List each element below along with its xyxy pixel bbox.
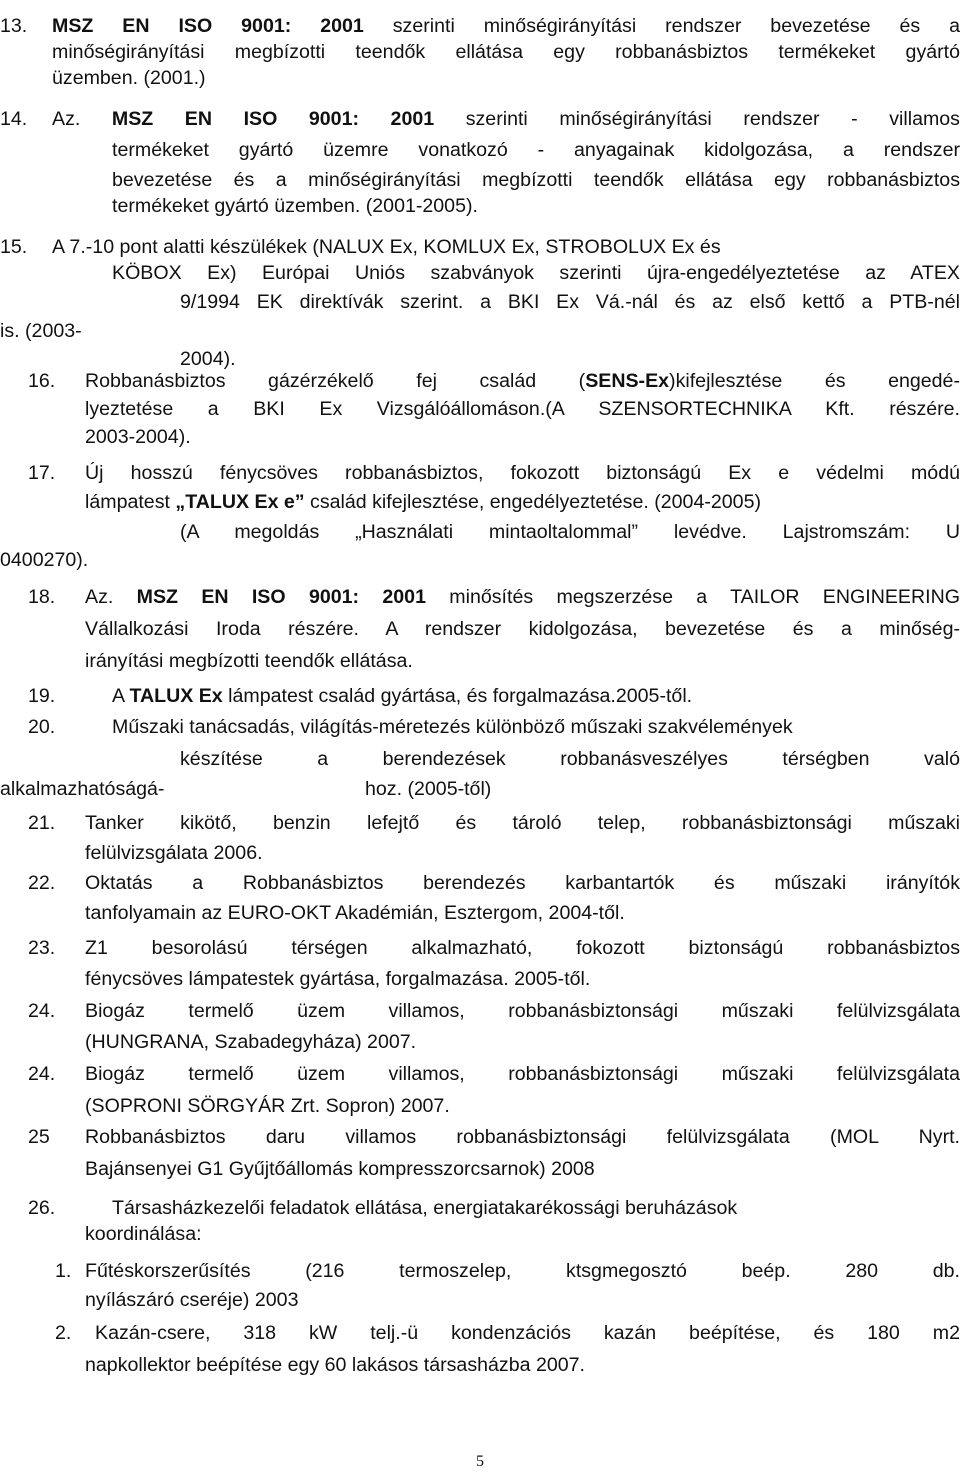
text: készítése a berendezések robbanásveszélyes térségben való bbox=[180, 748, 960, 770]
list-item-number: 21. bbox=[28, 812, 56, 834]
list-item-text-line bbox=[85, 1287, 298, 1313]
list-item-text-line bbox=[85, 1221, 202, 1247]
list-item-text-line bbox=[180, 289, 960, 315]
text: minősítés megszerzése a TAILOR ENGINEERING bbox=[425, 586, 960, 608]
list-item-number: 15. bbox=[0, 236, 28, 258]
list-item-number: 18. bbox=[28, 586, 56, 608]
bold-text: MSZ EN ISO 9001: 2001 bbox=[136, 586, 426, 608]
list-item-text-line bbox=[95, 1320, 960, 1346]
text: koordinálása: bbox=[85, 1223, 202, 1245]
text: (HUNGRANA, Szabadegyháza) 2007. bbox=[85, 1031, 417, 1053]
list-item-number: 1. bbox=[55, 1260, 72, 1282]
list-item-text-line bbox=[85, 1258, 960, 1284]
list-item-number: 25 bbox=[28, 1126, 50, 1148]
list-item-number: 24. bbox=[28, 1063, 56, 1085]
text: Biogáz termelő üzem villamos, robbanásbiztonsági műszaki felülvizsgálata bbox=[85, 1000, 960, 1022]
list-item-text-line bbox=[85, 489, 761, 515]
list-item-text-line bbox=[85, 616, 960, 642]
list-item-text-line bbox=[85, 810, 960, 836]
list-item-number: 2. bbox=[55, 1322, 72, 1344]
bold-text: MSZ EN ISO 9001: 2001 bbox=[52, 15, 364, 37]
text: nyílászáró cseréje) 2003 bbox=[85, 1289, 299, 1311]
list-item-text-line bbox=[180, 746, 960, 772]
bold-text: SENS-Ex bbox=[585, 370, 670, 392]
list-item-text-line bbox=[112, 260, 960, 286]
text: Műszaki tanácsadás, világítás-méretezés különböző műszaki szakvélemények bbox=[112, 716, 793, 738]
list-item-text-line bbox=[52, 13, 960, 39]
list-item-text-line bbox=[85, 1352, 585, 1378]
page-number: 5 bbox=[476, 1453, 484, 1470]
list-item-text-line bbox=[112, 167, 960, 193]
list-item-text-line bbox=[365, 776, 491, 802]
text: szerinti minőségirányítási rendszer - villamos bbox=[434, 108, 960, 130]
list-item-number: 20. bbox=[28, 716, 56, 738]
list-item-text-line bbox=[85, 966, 590, 992]
list-item-number: 19. bbox=[28, 685, 56, 707]
list-item-text-line bbox=[85, 1156, 595, 1182]
text: Új hosszú fénycsöves robbanásbiztos, fokozott biztonságú Ex e védelmi módú bbox=[85, 462, 960, 484]
text: 2004). bbox=[180, 348, 236, 370]
text: bevezetése és a minőségirányítási megbízotti teendők ellátása egy robbanásbiztos bbox=[112, 169, 960, 191]
text: Az. bbox=[85, 586, 137, 608]
list-item-text-line bbox=[180, 519, 960, 545]
list-item-text-line bbox=[85, 900, 625, 926]
text: minőségirányítási megbízotti teendők ellátása egy robbanásbiztos termékeket gyártó bbox=[52, 41, 960, 63]
list-item-text-line bbox=[85, 460, 960, 486]
list-item-number: 24. bbox=[28, 1000, 56, 1022]
text: üzemben. (2001.) bbox=[52, 67, 206, 89]
list-item-text-line bbox=[85, 1029, 416, 1055]
list-item-text-line bbox=[112, 193, 478, 219]
list-item-text-line bbox=[85, 1061, 960, 1087]
list-item-number: 26. bbox=[28, 1197, 56, 1219]
list-item-text-line bbox=[85, 368, 960, 394]
list-item-text-line bbox=[85, 1093, 450, 1119]
list-item-number: 14. bbox=[0, 108, 28, 130]
text: A 7.-10 pont alatti készülékek (NALUX Ex, KOMLUX Ex, STROBOLUX Ex és bbox=[52, 236, 721, 258]
list-item-number: 13. bbox=[0, 15, 28, 37]
text: 2003-2004). bbox=[85, 426, 191, 448]
text: lámpatest bbox=[85, 491, 176, 513]
text: napkollektor beépítése egy 60 lakásos társasházba 2007. bbox=[85, 1354, 585, 1376]
text: )kifejlesztése és engedé- bbox=[669, 370, 960, 392]
list-item-text-line bbox=[112, 714, 793, 740]
text: felülvizsgálata 2006. bbox=[85, 842, 263, 864]
text: fénycsöves lámpatestek gyártása, forgalmazása. 2005-től. bbox=[85, 968, 591, 990]
bold-text: „TALUX Ex e” bbox=[175, 491, 305, 513]
text: Kazán-csere, 318 kW telj.-ü kondenzációs kazán beépítése, és 180 m2 bbox=[95, 1322, 960, 1344]
text: KÖBOX Ex) Európai Uniós szabványok szerinti újra-engedélyeztetése az ATEX bbox=[112, 262, 960, 284]
text: Z1 besorolású térségen alkalmazható, fokozott biztonságú robbanásbiztos bbox=[85, 937, 960, 959]
list-item-text-line bbox=[112, 683, 692, 709]
list-item-text-line bbox=[85, 870, 960, 896]
text: szerinti minőségirányítási rendszer bevezetése és a bbox=[363, 15, 960, 37]
text: (SOPRONI SÖRGYÁR Zrt. Sopron) 2007. bbox=[85, 1095, 450, 1117]
list-item-number: 17. bbox=[28, 462, 56, 484]
text: lámpatest család gyártása, és forgalmazása.2005-től. bbox=[222, 685, 693, 707]
list-item-text-line bbox=[85, 424, 191, 450]
list-item-text-line bbox=[85, 648, 413, 674]
list-item-text-line bbox=[85, 840, 263, 866]
list-item-text-line bbox=[0, 547, 88, 573]
text: termékeket gyártó üzemben. (2001-2005). bbox=[112, 195, 478, 217]
text: Fűtéskorszerűsítés (216 termoszelep, ktsgmegosztó beép. 280 db. bbox=[85, 1260, 960, 1282]
text: Robbanásbiztos daru villamos robbanásbiztonsági felülvizsgálata (MOL Nyrt. bbox=[85, 1126, 960, 1148]
text: Bajánsenyei G1 Gyűjtőállomás kompresszorcsarnok) 2008 bbox=[85, 1158, 595, 1180]
list-item-text-line bbox=[112, 1195, 737, 1221]
list-item-number: 22. bbox=[28, 872, 56, 894]
list-item-text-line bbox=[52, 65, 206, 91]
bold-text: MSZ EN ISO 9001: 2001 bbox=[111, 108, 435, 130]
text: 0400270). bbox=[0, 549, 89, 571]
list-item-number: 16. bbox=[28, 370, 56, 392]
list-item-text-line bbox=[85, 396, 960, 422]
list-item-text-line bbox=[85, 1124, 960, 1150]
text: A bbox=[112, 685, 130, 707]
list-item-text-line bbox=[85, 584, 960, 610]
list-item-text-line bbox=[52, 106, 960, 132]
text: Oktatás a Robbanásbiztos berendezés karbantartók és műszaki irányítók bbox=[85, 872, 960, 894]
text: termékeket gyártó üzemre vonatkozó - anyagainak kidolgozása, a rendszer bbox=[112, 139, 960, 161]
list-item-text-line bbox=[0, 776, 164, 802]
text: Tanker kikötő, benzin lefejtő és tároló telep, robbanásbiztonsági műszaki bbox=[85, 812, 960, 834]
text: Biogáz termelő üzem villamos, robbanásbiztonsági műszaki felülvizsgálata bbox=[85, 1063, 960, 1085]
list-item-text-line bbox=[0, 318, 82, 344]
bold-text: TALUX Ex bbox=[129, 685, 223, 707]
text: hoz. (2005-től) bbox=[365, 778, 492, 800]
text: lyeztetése a BKI Ex Vizsgálóállomáson.(A SZENSORTECHNIKA Kft. részére. bbox=[85, 398, 960, 420]
text: tanfolyamain az EURO-OKT Akadémián, Esztergom, 2004-től. bbox=[85, 902, 625, 924]
text: alkalmazhatóságá- bbox=[0, 778, 165, 800]
text: Vállalkozási Iroda részére. A rendszer kidolgozása, bevezetése és a minőség- bbox=[85, 618, 960, 640]
list-item-text-line bbox=[85, 998, 960, 1024]
text: Társasházkezelői feladatok ellátása, energiatakarékossági beruházások bbox=[112, 1197, 738, 1219]
text: 9/1994 EK direktívák szerint. a BKI Ex Vá.-nál és az első kettő a PTB-nél bbox=[180, 291, 960, 313]
list-item-number: 23. bbox=[28, 937, 56, 959]
list-item-text-line bbox=[52, 39, 960, 65]
list-item-text-line bbox=[85, 935, 960, 961]
text: Az. bbox=[52, 108, 112, 130]
text: is. (2003- bbox=[0, 320, 82, 342]
text: (A megoldás „Használati mintaoltalommal” levédve. Lajstromszám: U bbox=[180, 521, 960, 543]
list-item-text-line bbox=[52, 234, 721, 260]
list-item-text-line bbox=[112, 137, 960, 163]
text: család kifejlesztése, engedélyeztetése. (2004-2005) bbox=[304, 491, 761, 513]
text: irányítási megbízotti teendők ellátása. bbox=[85, 650, 413, 672]
text: Robbanásbiztos gázérzékelő fej család ( bbox=[85, 370, 586, 392]
